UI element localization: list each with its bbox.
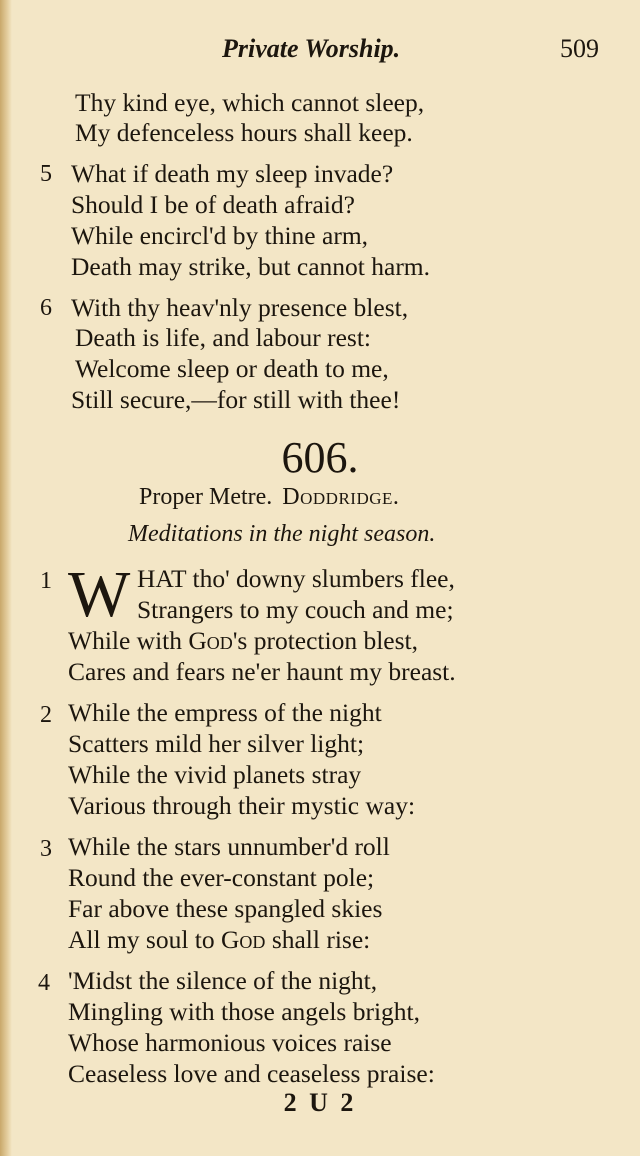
divine-name: God — [221, 925, 266, 954]
divine-name: God — [188, 626, 233, 655]
verse-text: While with — [68, 626, 189, 655]
hymn-subtitle: Meditations in the night season. — [128, 521, 436, 547]
verse-line: My defenceless hours shall keep. — [75, 118, 413, 147]
printer-signature-mark: 2 U 2 — [283, 1088, 357, 1117]
verse-line: Death may strike, but cannot harm. — [71, 252, 431, 281]
verse-line: While the stars unnumber'd roll — [68, 832, 390, 861]
stanza-number: 4 — [38, 970, 50, 996]
verse-line — [68, 925, 370, 955]
stanza-number: 5 — [40, 161, 52, 187]
verse-line: While encircl'd by thine arm, — [71, 221, 369, 250]
drop-cap: W — [68, 558, 131, 631]
page-edge — [0, 0, 12, 1156]
verse-line: Thy kind eye, which cannot sleep, — [75, 88, 425, 117]
verse-line — [68, 626, 418, 656]
stanza-number: 1 — [40, 568, 52, 594]
metre: Proper Metre. — [139, 484, 273, 510]
verse-line: 'Midst the silence of the night, — [68, 966, 378, 995]
metre-author-line — [139, 484, 399, 511]
stanza-number: 6 — [40, 295, 52, 321]
verse-line: HAT tho' downy slumbers flee, — [137, 564, 455, 593]
page-number: 509 — [560, 34, 599, 63]
verse-line: Scatters mild her silver light; — [68, 729, 365, 758]
verse-line: Death is life, and labour rest: — [75, 323, 371, 352]
running-header-title: Private Worship. — [222, 34, 401, 63]
hymn-number: 606. — [281, 433, 359, 482]
verse-line: While the empress of the night — [68, 698, 382, 727]
verse-line: Whose harmonious voices raise — [68, 1028, 392, 1057]
verse-line: Welcome sleep or death to me, — [75, 354, 389, 383]
author: Doddridge. — [282, 484, 400, 510]
verse-line: Should I be of death afraid? — [71, 190, 355, 219]
verse-line: Far above these spangled skies — [68, 894, 383, 923]
stanza-number: 3 — [40, 836, 52, 862]
verse-line: Cares and fears ne'er haunt my breast. — [68, 657, 456, 686]
stanza-number: 2 — [40, 702, 52, 728]
verse-text: shall rise: — [265, 925, 371, 954]
verse-line: Various through their mystic way: — [68, 791, 416, 820]
verse-line: Round the ever-constant pole; — [68, 863, 375, 892]
verse-line: Still secure,—for still with thee! — [71, 385, 401, 414]
verse-line: With thy heav'nly presence blest, — [71, 293, 409, 322]
verse-line: What if death my sleep invade? — [71, 159, 394, 188]
verse-line: While the vivid planets stray — [68, 760, 362, 789]
verse-text: 's protection blest, — [232, 626, 418, 655]
verse-line: Mingling with those angels bright, — [68, 997, 421, 1026]
verse-text: All my soul to — [68, 925, 222, 954]
verse-line: Strangers to my couch and me; — [137, 595, 454, 624]
verse-line: Ceaseless love and ceaseless praise: — [68, 1059, 435, 1088]
